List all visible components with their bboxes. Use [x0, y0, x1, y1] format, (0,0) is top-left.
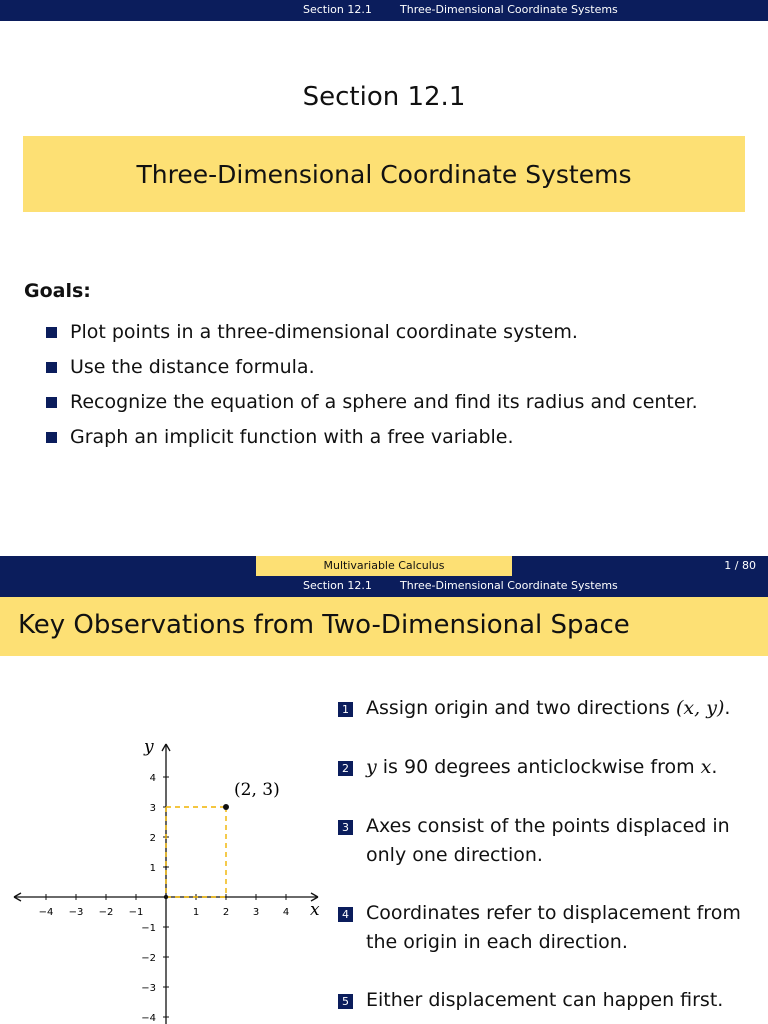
observation-text: Coordinates refer to displacement from the origin in each direction. [366, 902, 741, 953]
y-tick-label: −1 [141, 923, 156, 934]
goal-item [46, 353, 698, 388]
obs-text-part: . [724, 697, 731, 719]
title-box [23, 136, 745, 212]
obs-math: y [366, 756, 377, 778]
observation-number: 2 [338, 761, 353, 776]
x-tick-label: 4 [282, 907, 290, 918]
observation-number: 4 [338, 907, 353, 922]
square-bullet-icon [46, 362, 57, 373]
x-tick-label: 3 [252, 907, 260, 918]
y-tick-label: −2 [141, 953, 156, 964]
observation-text: Axes consist of the points displaced in only one direction. [366, 815, 730, 866]
y-tick-label: 2 [149, 833, 156, 844]
goal-item [46, 388, 698, 423]
x-tick-label: −3 [68, 907, 84, 918]
x-tick-label: −4 [38, 907, 54, 918]
obs-math: x [700, 756, 712, 778]
x-tick-label: −2 [98, 907, 114, 918]
square-bullet-icon [46, 397, 57, 408]
observation-number: 5 [338, 994, 353, 1009]
observation-text [366, 753, 758, 782]
observation-text [366, 694, 758, 723]
nav-title[interactable]: Three-Dimensional Coordinate Systems [400, 3, 618, 16]
obs-text-part: Assign origin and two directions [366, 697, 676, 719]
obs-text-part: . [711, 756, 718, 778]
x-tick-label: −1 [128, 907, 144, 918]
x-axis-label: x [310, 900, 320, 920]
goal-text: Recognize the equation of a sphere and find its radius and center. [70, 391, 698, 413]
x-tick-label: 1 [192, 907, 200, 918]
frame-title-bar [0, 597, 768, 656]
goals-label: Goals: [24, 280, 91, 302]
origin-point [164, 895, 168, 899]
plot-group [14, 737, 320, 1024]
section-title: Section 12.1 [302, 82, 466, 112]
goal-text: Plot points in a three-dimensional coordinate system. [70, 321, 578, 343]
obs-text-part: is 90 degrees anticlockwise from [376, 756, 701, 778]
goal-text: Graph an implicit function with a free variable. [70, 426, 514, 448]
observation-number: 1 [338, 702, 353, 717]
y-tick-label: −4 [141, 1013, 156, 1024]
square-bullet-icon [46, 432, 57, 443]
y-tick-label: 4 [149, 773, 156, 784]
footer-bar [0, 556, 768, 576]
footer-course: Multivariable Calculus [256, 556, 512, 576]
data-point [223, 804, 229, 810]
observation-text: Either displacement can happen first. [366, 989, 724, 1011]
nav-section[interactable]: Section 12.1 [303, 3, 372, 16]
coordinate-plot [0, 730, 330, 1024]
goal-item [46, 318, 698, 353]
x-tick-label: 2 [222, 907, 230, 918]
goal-list [46, 318, 698, 458]
top-navbar-2 [0, 576, 768, 597]
y-tick-label: −3 [141, 983, 156, 994]
y-axis-label: y [144, 737, 154, 757]
point-label: (2, 3) [234, 780, 280, 800]
obs-math: (x, y) [676, 697, 725, 719]
square-bullet-icon [46, 327, 57, 338]
nav-title[interactable]: Three-Dimensional Coordinate Systems [400, 579, 618, 592]
goal-text: Use the distance formula. [70, 356, 315, 378]
title-box-text: Three-Dimensional Coordinate Systems [136, 159, 632, 189]
top-navbar [0, 0, 768, 21]
observation-number: 3 [338, 820, 353, 835]
y-tick-label: 1 [149, 863, 156, 874]
nav-section[interactable]: Section 12.1 [303, 579, 372, 592]
frame-title: Key Observations from Two-Dimensional Space [18, 610, 630, 640]
y-tick-label: 3 [149, 803, 156, 814]
page-number: 1 / 80 [724, 559, 756, 572]
goal-item [46, 423, 698, 458]
